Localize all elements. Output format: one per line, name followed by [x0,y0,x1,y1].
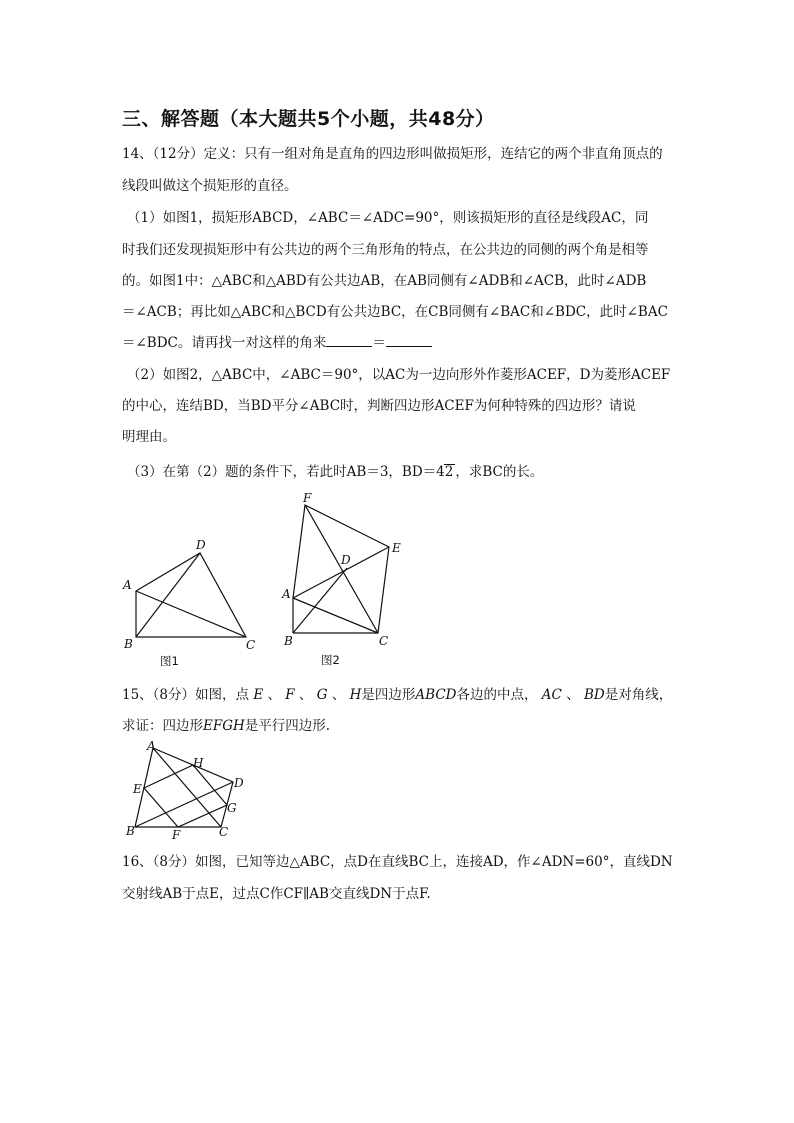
q14-equals: ＝ [372,335,386,351]
fig15-diagonal-bd [135,782,233,827]
fig1-diagonal-ac [136,591,246,637]
q15-point-h: H [349,687,362,703]
q14-line-1: 14、（12分）定义：只有一组对角是直角的四边形叫做损矩形，连结它的两个非直角顶点的 [122,146,663,162]
q15-text-4: 是对角线， [604,687,673,703]
q14-line-7-text: ＝∠BDC。请再找一对这样的角来 [122,335,327,351]
q14-line-11 [127,463,543,481]
q15-quad-abcd: ABCD [415,687,457,703]
fig1-label-c: C [246,638,256,652]
figure-15 [120,738,250,843]
fig15-label-b: B [126,824,135,838]
q15-point-e: E [253,687,264,703]
fig15-diagonal-ac [153,748,221,827]
figure-2 [278,488,408,670]
fig15-label-c: C [219,825,229,839]
fig1-caption: 图1 [160,654,179,668]
fig2-label-f: F [303,491,312,505]
q14-line-6: ＝∠ACB；再比如△ABC和△BCD有公共边BC，在CB同侧有∠BAC和∠BDC，此时∠BAC [122,304,668,320]
figure-1 [118,535,268,670]
q16-line-2: 交射线AB于点E，过点C作CF∥AB交直线DN于点F. [122,886,431,902]
q16-line-1: 16、（8分）如图，已知等边△ABC，点D在直线BC上，连接AD，作∠ADN=60°，直线DN [122,854,673,870]
fig1-label-b: B [124,637,133,651]
fig15-label-e: E [133,782,142,796]
q15-text-1: 15、（8分）如图，点 [122,687,250,703]
q15-diag-ac: AC [541,687,562,703]
q14-line-4: 时我们还发现损矩形中有公共边的两个三角形角的特点，在公共边的同侧的两个角是相等 [122,242,649,258]
q14-line-10: 明理由。 [122,429,176,445]
q14-line-3: （1）如图1，损矩形ABCD，∠ABC＝∠ADC=90°，则该损矩形的直径是线段AC，同 [127,210,649,226]
fig1-label-d: D [196,538,206,552]
fig15-label-d: D [234,776,244,790]
q15-sep-1: 、 [267,687,281,703]
q15-text-3: 各边的中点， [456,687,538,703]
fig15-label-g: G [227,801,237,815]
answer-blank-2[interactable] [386,334,432,347]
answer-blank-1[interactable] [326,334,372,347]
q15-point-g: G [316,687,328,703]
fig2-label-e: E [392,541,401,555]
q15-diag-bd: BD [583,687,605,703]
fig15-label-h: H [193,756,204,770]
fig2-label-b: B [284,634,293,648]
section-heading: 三、解答题（本大题共5个小题，共48分） [122,108,495,130]
sqrt-radicand: 2 [444,464,454,480]
fig1-label-a: A [123,578,132,592]
q14-line-2: 线段叫做这个损矩形的直径。 [122,178,298,194]
q14-line-11-text: （3）在第（2）题的条件下，若此时AB＝3，BD＝4 [127,464,445,480]
q14-line-9: 的中心，连结BD，当BD平分∠ABC时，判断四边形ACEF为何种特殊的四边形？请说 [122,398,636,414]
q15-text-6: 是平行四边形. [244,718,331,734]
fig2-diagonal-fc [305,505,378,633]
fig2-caption: 图2 [321,653,340,667]
fig15-quadrilateral-abcd [135,748,233,827]
q15-text-5: 求证：四边形 [122,718,203,734]
q15-line-2 [122,717,330,735]
q14-line-8: （2）如图2，△ABC中，∠ABC＝90°，以AC为一边向形外作菱形ACEF，D为菱形ACEF [127,367,671,383]
q15-sep-2: 、 [298,687,313,703]
q14-line-5: 的。如图1中：△ABC和△ABD有公共边AB，在AB同侧有∠ADB和∠ACB，此时∠ADB [122,273,647,289]
fig2-label-a: A [282,587,291,601]
q14-line-11-tail: ，求BC的长。 [455,464,544,480]
fig15-label-f: F [172,828,181,842]
fig2-label-d: D [341,553,351,567]
fig2-label-c: C [379,634,389,648]
q15-sep-4: 、 [566,687,580,703]
q15-line-1 [122,686,672,704]
q15-text-2: 是四边形 [361,687,416,703]
q15-quad-efgh: EFGH [203,718,245,734]
fig15-label-a: A [147,739,156,753]
q15-sep-3: 、 [331,687,346,703]
fig2-segment-ac [293,598,378,633]
q15-point-f: F [285,687,295,703]
q14-line-7 [122,334,432,352]
fig2-segment-bd [293,568,347,633]
